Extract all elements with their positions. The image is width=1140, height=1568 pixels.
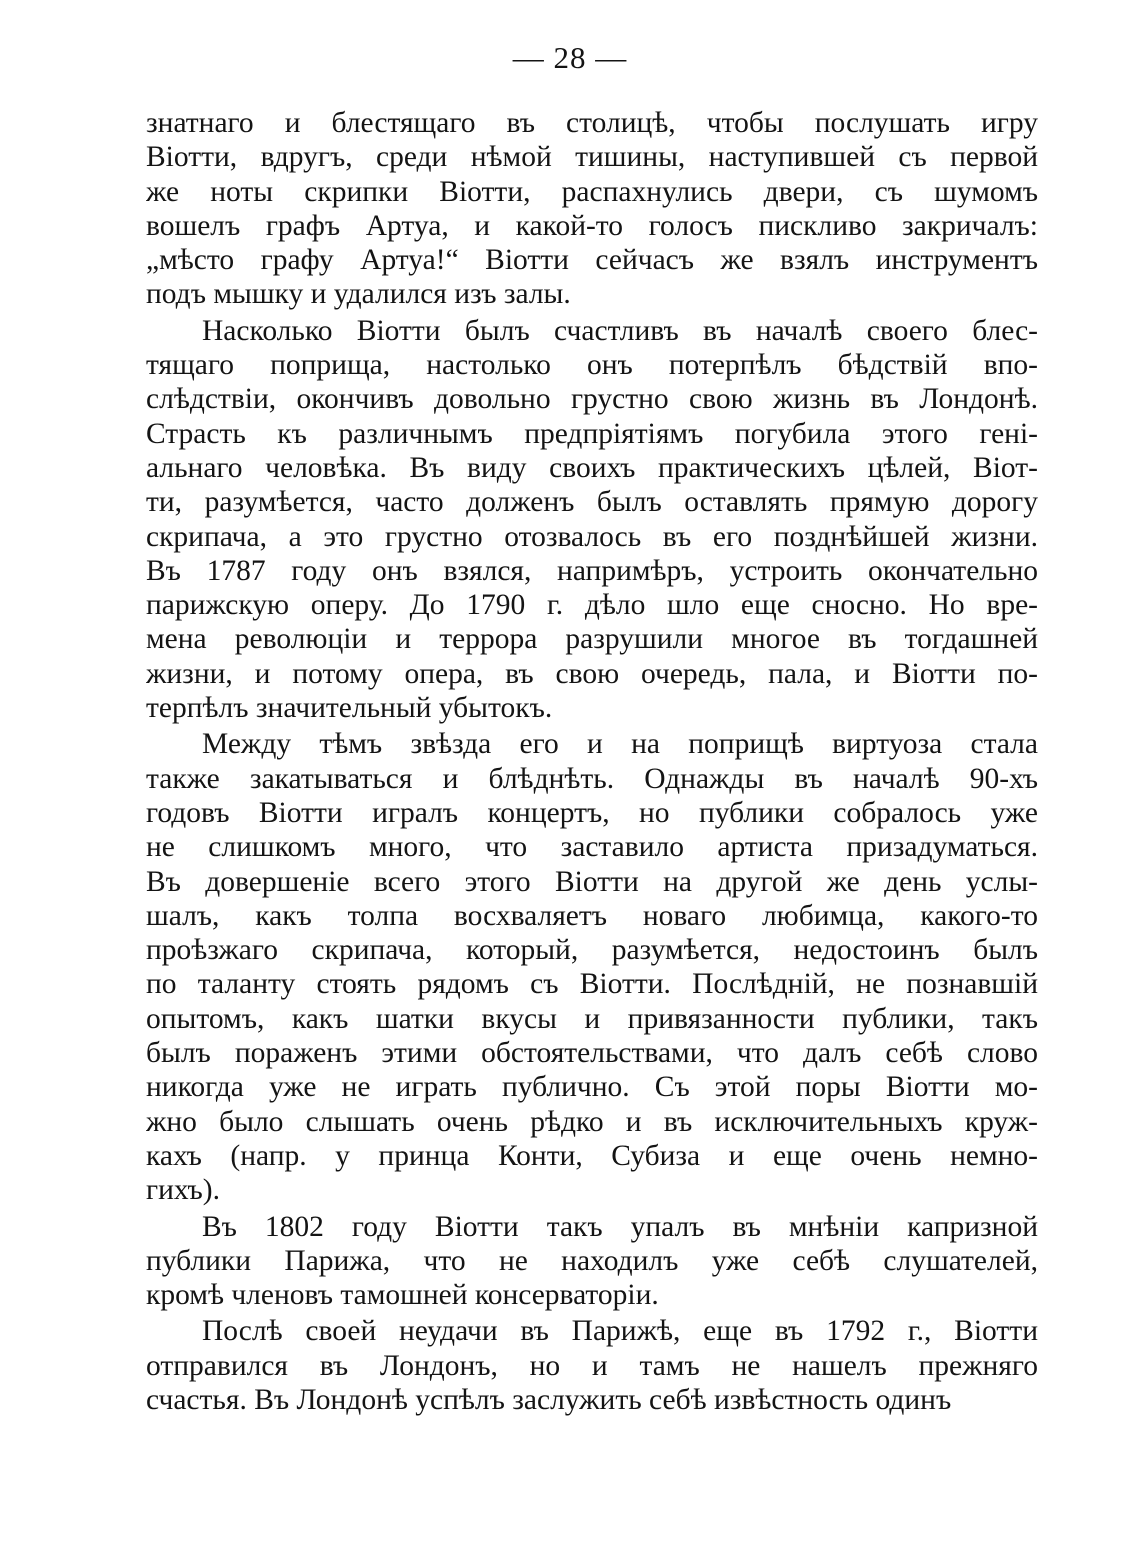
text-line: Между тѣмъ звѣзда его и на поприщѣ виртуоза стала <box>202 728 1038 761</box>
paragraph <box>146 314 1038 726</box>
text-line: Въ довершеніе всего этого Віотти на другой же день услы- <box>146 865 1038 898</box>
text-line: Насколько Віотти былъ счастливъ въ началѣ своего блес- <box>202 314 1038 347</box>
text-line: подъ мышку и удалился изъ залы. <box>146 278 571 311</box>
text-line: ти, разумѣется, часто долженъ былъ оставлять прямую дорогу <box>146 486 1038 519</box>
text-line: также закатываться и блѣднѣть. Однажды въ началѣ 90-хъ <box>146 762 1038 795</box>
text-line: тящаго поприща, настолько онъ потерпѣлъ бѣдствій впо- <box>146 349 1038 382</box>
text-line: жизни, и потому опера, въ свою очередь, пала, и Віотти по- <box>146 657 1038 690</box>
text-line: Послѣ своей неудачи въ Парижѣ, еще въ 1792 г., Віотти <box>202 1315 1038 1348</box>
paragraph <box>146 727 1038 1207</box>
text-line: „мѣсто графу Артуа!“ Віотти сейчасъ же взялъ инструментъ <box>146 244 1038 277</box>
text-line: вошелъ графъ Артуа, и какой-то голосъ пискливо закричалъ: <box>146 209 1038 242</box>
text-line: опытомъ, какъ шатки вкусы и привязанности публики, такъ <box>146 1002 1038 1035</box>
text-line: гихъ). <box>146 1174 220 1207</box>
paragraph <box>146 106 1038 312</box>
text-line: альнаго человѣка. Въ виду своихъ практическихъ цѣлей, Віот- <box>146 451 1038 484</box>
text-line: Страсть къ различнымъ предпріятіямъ погубила этого гені- <box>146 417 1038 450</box>
text-line: годовъ Віотти игралъ концертъ, но публики собралось уже <box>146 796 1038 829</box>
text-line: терпѣлъ значительный убытокъ. <box>146 692 553 725</box>
text-line: Віотти, вдругъ, среди нѣмой тишины, наступившей съ первой <box>146 141 1038 174</box>
text-line: кромѣ членовъ тамошней консерваторіи. <box>146 1279 659 1312</box>
paragraph <box>146 1210 1038 1313</box>
text-line: слѣдствіи, окончивъ довольно грустно свою жизнь въ Лондонѣ. <box>146 383 1038 416</box>
text-line: знатнаго и блестящаго въ столицѣ, чтобы послушать игру <box>146 107 1038 139</box>
text-line: по таланту стоять рядомъ съ Віотти. Послѣдній, не познавшій <box>146 968 1038 1001</box>
text-line: не слишкомъ много, что заставило артиста призадуматься. <box>146 831 1038 864</box>
text-line: былъ пораженъ этими обстоятельствами, что далъ себѣ слово <box>146 1037 1038 1070</box>
paragraph <box>146 1314 1038 1417</box>
text-line: жно было слышать очень рѣдко и въ исключительныхъ круж- <box>146 1105 1038 1138</box>
text-line: публики Парижа, что не находилъ уже себѣ слушателей, <box>146 1244 1038 1277</box>
text-line: скрипача, а это грустно отозвалось въ его позднѣйшей жизни. <box>146 520 1038 553</box>
text-line: же ноты скрипки Віотти, распахнулись двери, съ шумомъ <box>146 175 1038 208</box>
text-line: мена революціи и террора разрушили многое въ тогдашней <box>146 623 1038 656</box>
page-body-text <box>146 106 1038 1417</box>
text-line: проѣзжаго скрипача, который, разумѣется, недостоинъ былъ <box>146 934 1038 967</box>
text-line: Въ 1802 году Віотти такъ упалъ въ мнѣніи капризной <box>202 1210 1038 1243</box>
text-line: кахъ (напр. у принца Конти, Субиза и еще очень немно- <box>146 1139 1038 1172</box>
text-line: отправился въ Лондонъ, но и тамъ не нашелъ прежняго <box>146 1349 1038 1382</box>
text-line: парижскую оперу. До 1790 г. дѣло шло еще сносно. Но вре- <box>146 589 1038 622</box>
page-number: — 28 — <box>512 40 628 75</box>
text-line: Въ 1787 году онъ взялся, напримѣръ, устроить окончательно <box>146 554 1038 587</box>
text-line: шалъ, какъ толпа восхваляетъ новаго любимца, какого-то <box>146 899 1038 932</box>
text-line: никогда уже не играть публично. Съ этой поры Віотти мо- <box>146 1071 1038 1104</box>
text-line: счастья. Въ Лондонѣ успѣлъ заслужить себѣ извѣстность одинъ <box>146 1383 952 1416</box>
